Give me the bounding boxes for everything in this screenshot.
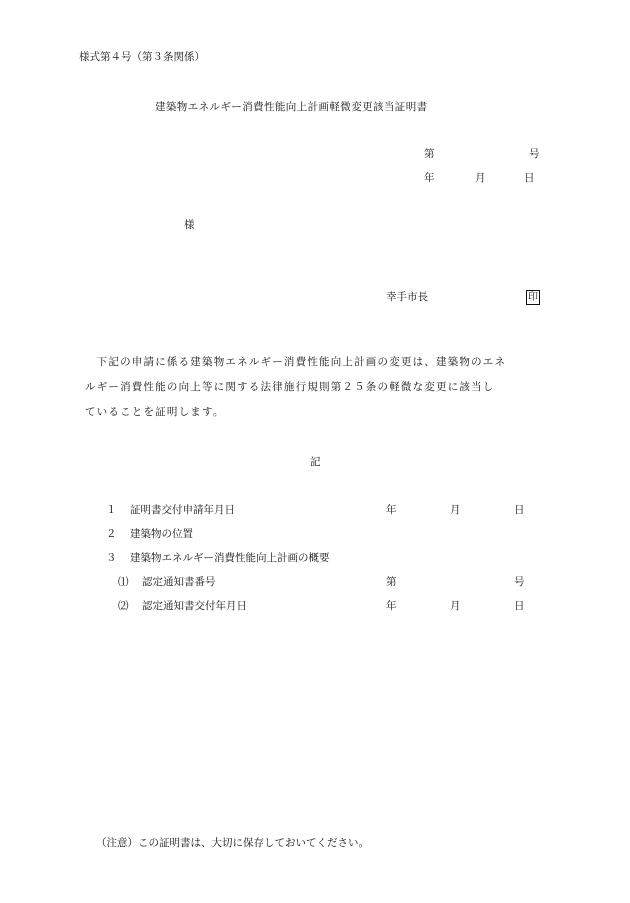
- subitem-number: ⑵: [118, 600, 129, 612]
- seal-mark: 印: [528, 292, 538, 303]
- subitem-suffix: 号: [514, 576, 525, 588]
- item-year: 年: [386, 504, 397, 516]
- item-label: 証明書交付申請年月日: [130, 504, 235, 516]
- issuer-name: 幸手市長: [386, 291, 428, 303]
- subitem-day: 日: [514, 600, 525, 612]
- issue-number-prefix: 第: [424, 148, 435, 160]
- ki-heading: 記: [310, 456, 321, 468]
- subitem-label: 認定通知書交付年月日: [142, 600, 247, 612]
- item-label: 建築物の位置: [130, 528, 193, 540]
- note-text: （注意）この証明書は、大切に保存しておいてください。: [96, 837, 369, 849]
- certification-text: [85, 350, 555, 425]
- issue-date-day: 日: [524, 172, 535, 184]
- document-title: 建築物エネルギー消費性能向上計画軽微変更該当証明書: [155, 101, 428, 113]
- item-number: ３: [106, 552, 117, 564]
- issue-date-year: 年: [424, 172, 435, 184]
- item-day: 日: [514, 504, 525, 516]
- addressee-honorific: 様: [184, 219, 195, 231]
- issue-date-month: 月: [475, 172, 486, 184]
- subitem-prefix: 第: [386, 576, 397, 588]
- issue-number-suffix: 号: [529, 148, 540, 160]
- certification-text-line: ていることを証明します。: [85, 406, 225, 418]
- certification-text-line: ルギー消費性能の向上等に関する法律施行規則第２５条の軽微な変更に該当し: [85, 381, 495, 393]
- item-number: １: [106, 504, 117, 516]
- form-label: 様式第４号（第３条関係）: [79, 51, 205, 63]
- subitem-label: 認定通知書番号: [142, 576, 216, 588]
- item-month: 月: [450, 504, 461, 516]
- item-number: ２: [106, 528, 117, 540]
- item-label: 建築物エネルギー消費性能向上計画の概要: [130, 552, 330, 564]
- certification-text-line: 下記の申請に係る建築物エネルギー消費性能向上計画の変更は、建築物のエネ: [85, 356, 507, 368]
- subitem-number: ⑴: [118, 576, 129, 588]
- subitem-month: 月: [450, 600, 461, 612]
- subitem-year: 年: [386, 600, 397, 612]
